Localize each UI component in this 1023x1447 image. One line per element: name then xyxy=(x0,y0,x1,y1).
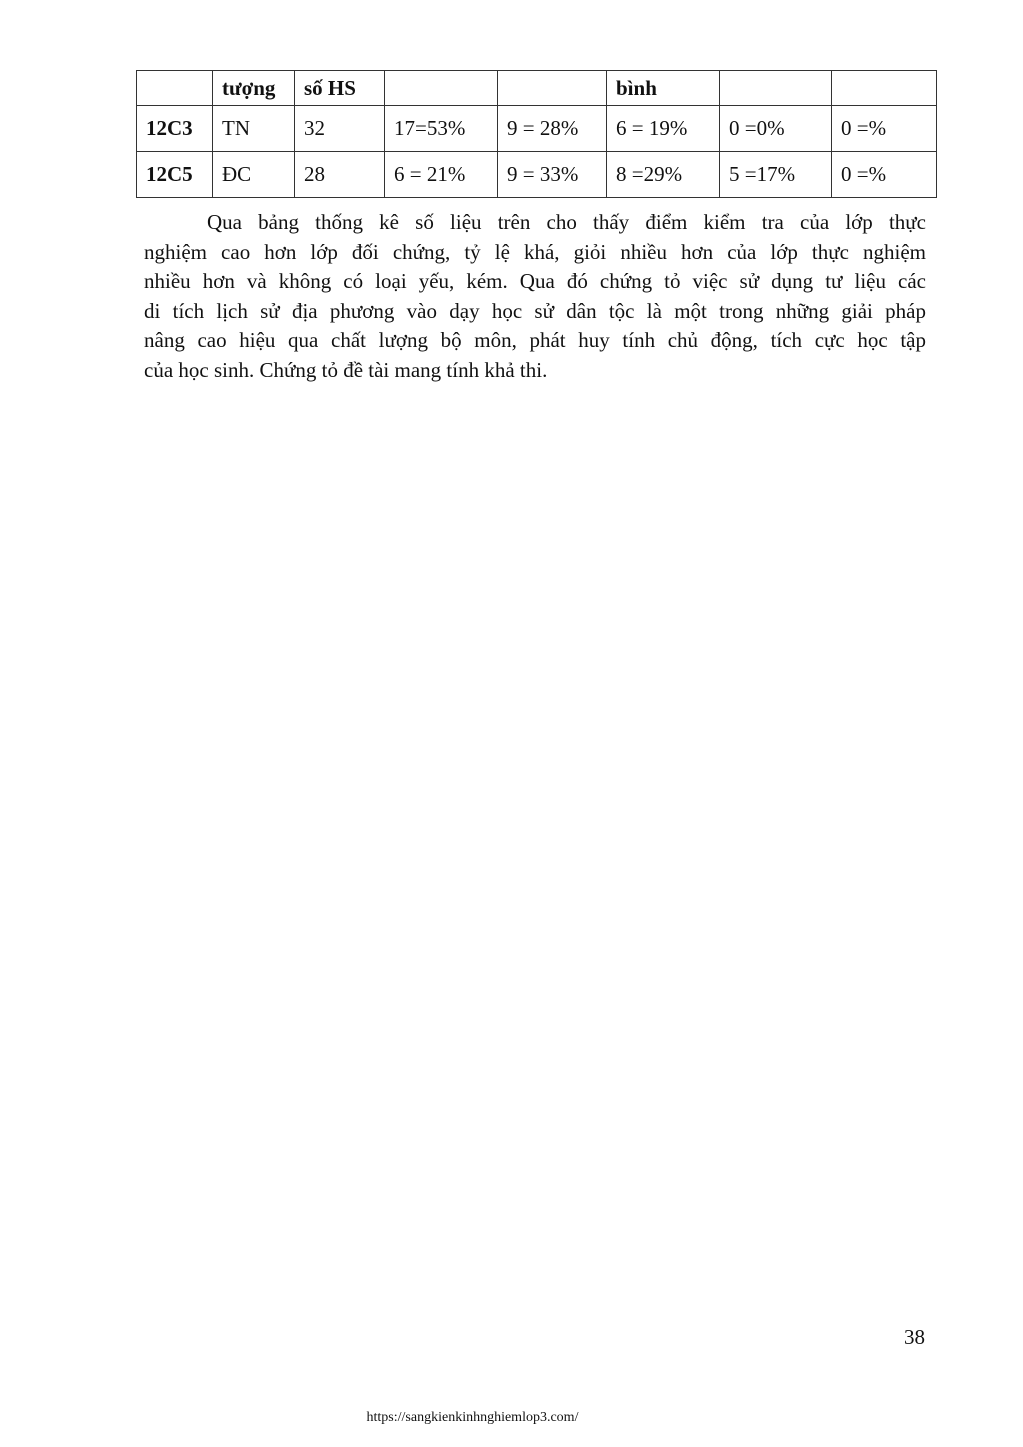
table-cell: 8 =29% xyxy=(607,152,720,198)
conclusion-paragraph xyxy=(144,208,926,385)
class-cell: 12C3 xyxy=(137,106,213,152)
table-cell: 0 =% xyxy=(832,106,937,152)
header-cell: bình xyxy=(607,71,720,106)
header-cell xyxy=(137,71,213,106)
table-header-row xyxy=(137,71,937,106)
table-cell: 0 =% xyxy=(832,152,937,198)
paragraph-line: di tích lịch sử địa phương vào dạy học sử dân tộc là một trong những giải pháp xyxy=(144,298,926,323)
table-row xyxy=(137,152,937,198)
header-cell xyxy=(498,71,607,106)
table-cell: 6 = 21% xyxy=(385,152,498,198)
table-cell: TN xyxy=(213,106,295,152)
table-row xyxy=(137,106,937,152)
header-cell xyxy=(720,71,832,106)
paragraph-line: nghiệm cao hơn lớp đối chứng, tỷ lệ khá, giỏi nhiều hơn của lớp thực nghiệm xyxy=(144,239,926,264)
table-cell: 28 xyxy=(295,152,385,198)
table-cell: 6 = 19% xyxy=(607,106,720,152)
results-table xyxy=(136,70,937,198)
footer-url[interactable]: https://sangkienkinhnghiemlop3.com/ xyxy=(366,1410,579,1425)
header-cell xyxy=(832,71,937,106)
table-cell: 9 = 28% xyxy=(498,106,607,152)
table-cell: 5 =17% xyxy=(720,152,832,198)
header-cell: tượng xyxy=(213,71,295,106)
paragraph-line: nâng cao hiệu qua chất lượng bộ môn, phát huy tính chủ động, tích cực học tập xyxy=(144,328,926,352)
table-cell: 17=53% xyxy=(385,106,498,152)
table-cell: 32 xyxy=(295,106,385,152)
paragraph-line: nhiều hơn và không có loại yếu, kém. Qua đó chứng tỏ việc sử dụng tư liệu các xyxy=(144,269,926,293)
paragraph-line: Qua bảng thống kê số liệu trên cho thấy điểm kiểm tra của lớp thực xyxy=(207,210,926,234)
header-cell xyxy=(385,71,498,106)
table-cell: 0 =0% xyxy=(720,106,832,152)
table-cell: 9 = 33% xyxy=(498,152,607,198)
table-cell: ĐC xyxy=(213,152,295,198)
paragraph-line: của học sinh. Chứng tỏ đề tài mang tính khả thi. xyxy=(144,357,548,382)
class-cell: 12C5 xyxy=(137,152,213,198)
header-cell: số HS xyxy=(295,71,385,106)
page-number: 38 xyxy=(904,1325,925,1349)
